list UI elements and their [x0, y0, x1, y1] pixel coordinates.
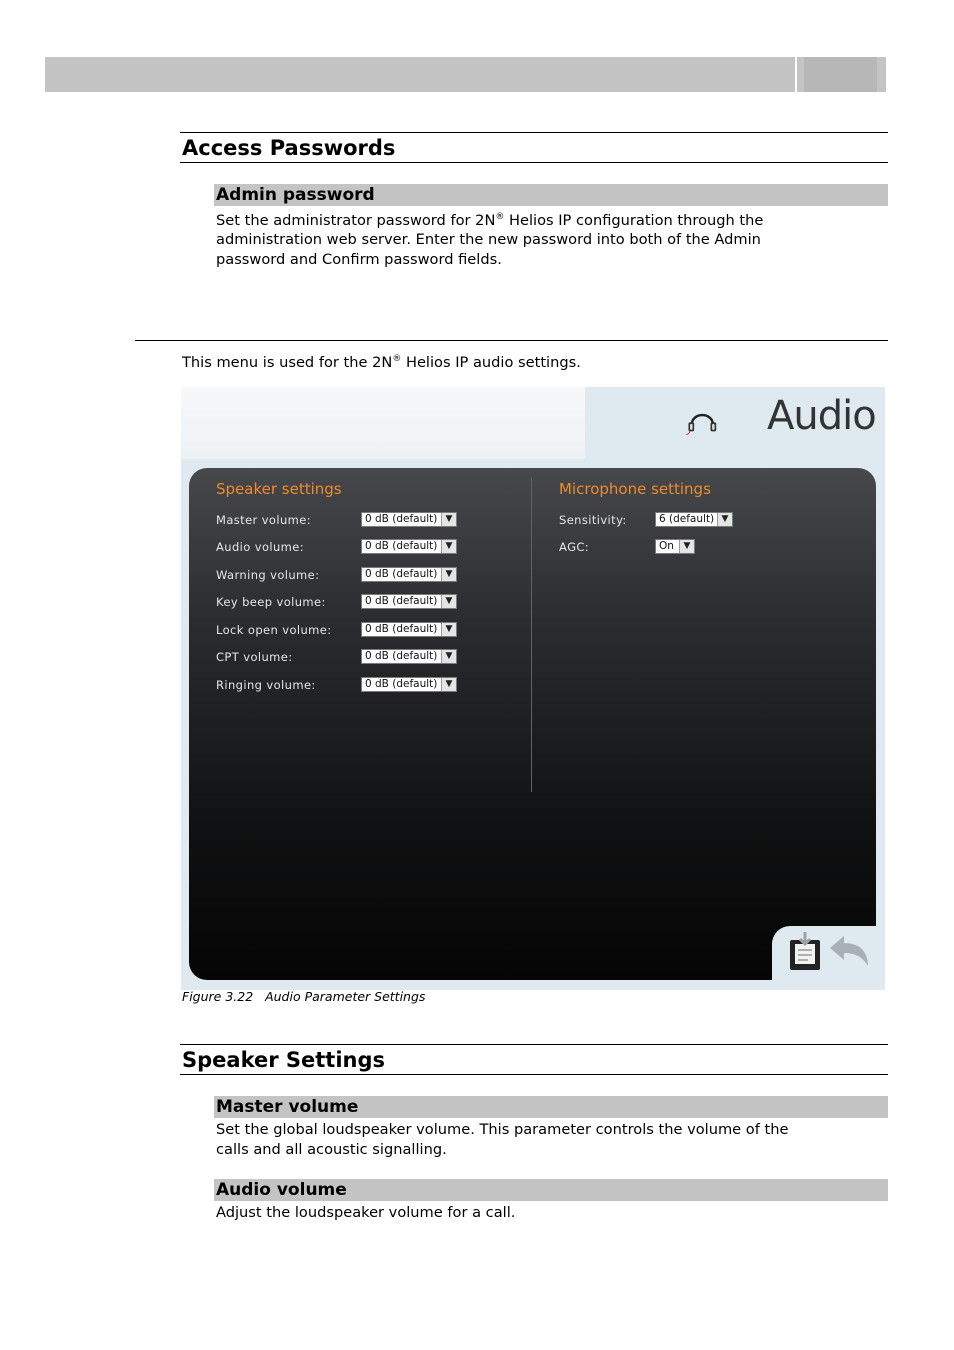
speaker-settings-title: Speaker settings — [216, 480, 342, 498]
ringing-volume-label: Ringing volume: — [216, 678, 316, 692]
sensitivity-select[interactable]: 6 (default) ▼ — [655, 512, 733, 527]
lock-open-volume-select[interactable]: 0 dB (default) ▼ — [361, 622, 457, 637]
chevron-down-icon: ▼ — [679, 540, 694, 553]
chevron-down-icon: ▼ — [441, 678, 456, 691]
save-icon[interactable] — [788, 932, 822, 972]
chevron-down-icon: ▼ — [717, 513, 732, 526]
audio-intro-text: This menu is used for the 2N® Helios IP audio settings. — [182, 353, 581, 371]
settings-panel — [189, 468, 876, 980]
subheading-admin-password: Admin password — [214, 184, 888, 206]
headphones-icon — [686, 387, 766, 457]
subheading-audio-volume: Audio volume — [214, 1179, 888, 1201]
chevron-down-icon: ▼ — [441, 513, 456, 526]
figure-caption: Figure 3.22 Audio Parameter Settings — [182, 989, 426, 1004]
section-rule — [135, 340, 888, 341]
chevron-down-icon: ▼ — [441, 568, 456, 581]
warning-volume-select[interactable]: 0 dB (default) ▼ — [361, 567, 457, 582]
cpt-volume-select[interactable]: 0 dB (default) ▼ — [361, 649, 457, 664]
back-arrow-icon[interactable] — [828, 934, 870, 968]
page-header-bar — [45, 57, 795, 92]
microphone-settings-title: Microphone settings — [559, 480, 711, 498]
master-volume-label: Master volume: — [216, 513, 312, 527]
audio-settings-screenshot — [181, 387, 885, 990]
audio-volume-select[interactable]: 0 dB (default) ▼ — [361, 539, 457, 554]
action-corner — [772, 926, 876, 980]
ringing-volume-select[interactable]: 0 dB (default) ▼ — [361, 677, 457, 692]
master-volume-select[interactable]: 0 dB (default) ▼ — [361, 512, 457, 527]
master-volume-description: Set the global loudspeaker volume. This parameter controls the volume of the calls and all acoustic signalling. — [216, 1121, 789, 1158]
audio-volume-description: Adjust the loudspeaker volume for a call. — [216, 1204, 516, 1221]
chevron-down-icon: ▼ — [441, 650, 456, 663]
subheading-master-volume: Master volume — [214, 1096, 888, 1118]
audio-logo-text: Audio — [767, 393, 876, 439]
key-beep-volume-label: Key beep volume: — [216, 595, 326, 609]
cpt-volume-label: CPT volume: — [216, 650, 293, 664]
agc-select[interactable]: On ▼ — [655, 539, 695, 554]
admin-password-description: Set the administrator password for 2N® Helios IP configuration through the administration web server. Enter the new password into both of the Admin password and Confirm password fields. — [216, 211, 764, 268]
chevron-down-icon: ▼ — [441, 540, 456, 553]
heading-access-passwords: Access Passwords — [180, 132, 888, 163]
heading-speaker-settings: Speaker Settings — [180, 1044, 888, 1075]
agc-label: AGC: — [559, 540, 590, 554]
lock-open-volume-label: Lock open volume: — [216, 623, 332, 637]
chevron-down-icon: ▼ — [441, 623, 456, 636]
key-beep-volume-select[interactable]: 0 dB (default) ▼ — [361, 594, 457, 609]
audio-volume-label: Audio volume: — [216, 540, 305, 554]
sensitivity-label: Sensitivity: — [559, 513, 627, 527]
chevron-down-icon: ▼ — [441, 595, 456, 608]
page-header-tab — [797, 57, 886, 92]
warning-volume-label: Warning volume: — [216, 568, 320, 582]
